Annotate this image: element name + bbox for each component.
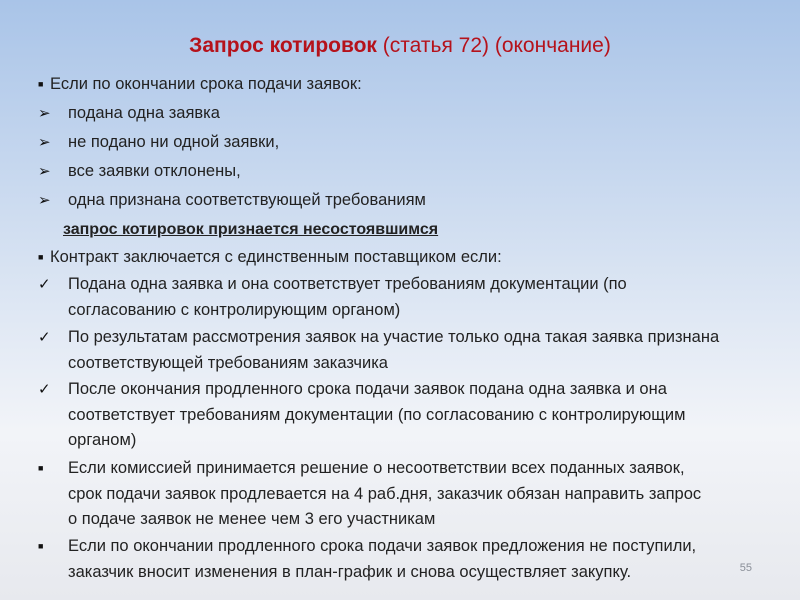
- arrow-bullet-icon: ➢: [38, 105, 51, 122]
- arrow-bullet-icon: ➢: [38, 134, 51, 151]
- check-bullet-icon: ✓: [38, 381, 51, 398]
- note-item: [68, 534, 696, 585]
- case-item: не подано ни одной заявки,: [68, 133, 280, 151]
- square-bullet-icon: ■: [38, 541, 44, 551]
- case-item: все заявки отклонены,: [68, 162, 241, 180]
- condition-line: Подана одна заявка и она соответствует требованиям документации (по: [68, 275, 627, 293]
- note-line: срок подачи заявок продлевается на 4 раб.дня, заказчик обязан направить запрос: [68, 484, 702, 503]
- condition-item: [68, 377, 685, 454]
- slide-title: [0, 34, 800, 58]
- square-bullet-icon: ■: [38, 252, 44, 262]
- condition-line: органом): [68, 431, 137, 449]
- condition-line: согласованию с контролирующим органом): [68, 300, 401, 319]
- note-line: заказчик вносит изменения в план-график и снова осуществляет закупку.: [68, 562, 632, 581]
- check-bullet-icon: ✓: [38, 329, 51, 346]
- condition-line: соответствует требованиям документации (по согласованию с контролирующим: [68, 405, 686, 424]
- check-bullet-icon: ✓: [38, 276, 51, 293]
- condition-item: [68, 272, 627, 323]
- intro-line-2: Контракт заключается с единственным поставщиком если:: [50, 248, 502, 266]
- note-item: [68, 456, 701, 533]
- condition-item: [68, 325, 719, 376]
- case-item: одна признана соответствующей требованиям: [68, 191, 426, 209]
- note-line: Если по окончании продленного срока подачи заявок предложения не поступили,: [68, 537, 697, 555]
- arrow-bullet-icon: ➢: [38, 163, 51, 180]
- conclusion-note: запрос котировок признается несостоявшимся: [63, 221, 439, 238]
- arrow-bullet-icon: ➢: [38, 192, 51, 209]
- condition-line: По результатам рассмотрения заявок на участие только одна такая заявка признана: [68, 328, 720, 346]
- page-number: 55: [739, 562, 752, 574]
- intro-line-1: Если по окончании срока подачи заявок:: [50, 75, 362, 93]
- condition-line: соответствующей требованиям заказчика: [68, 353, 388, 372]
- note-line: Если комиссией принимается решение о несоответствии всех поданных заявок,: [68, 459, 685, 477]
- title-rest: (статья 72) (окончание): [376, 34, 611, 57]
- note-line: о подаче заявок не менее чем 3 его участникам: [68, 510, 436, 528]
- square-bullet-icon: ■: [38, 79, 44, 89]
- case-item: подана одна заявка: [68, 104, 220, 122]
- condition-line: После окончания продленного срока подачи заявок подана одна заявка и она: [68, 380, 667, 398]
- title-bold: Запрос котировок: [189, 34, 377, 57]
- square-bullet-icon: ■: [38, 463, 44, 473]
